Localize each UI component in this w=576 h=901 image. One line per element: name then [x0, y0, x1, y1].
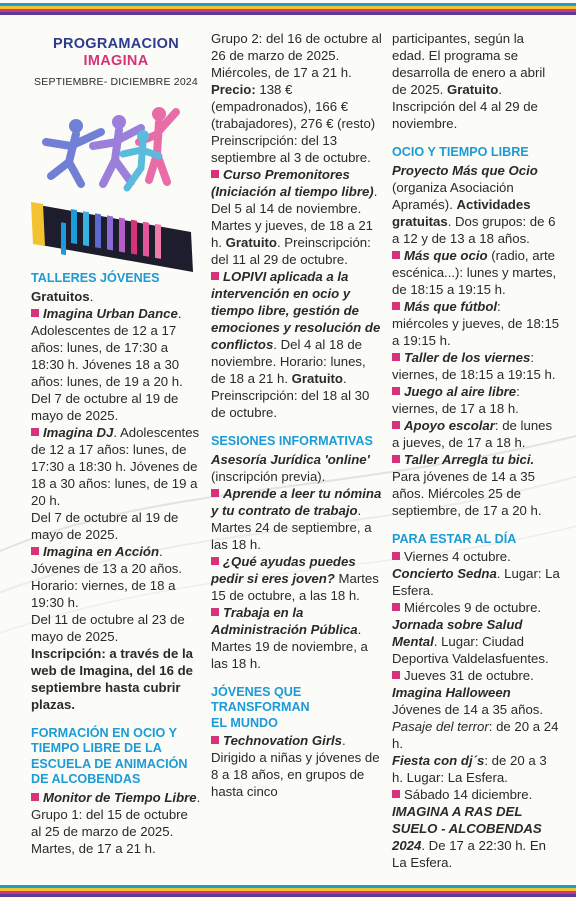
- column-2: [211, 30, 383, 800]
- bullet-icon: [392, 603, 400, 611]
- bullet-icon: [392, 251, 400, 259]
- bullet-icon: [392, 552, 400, 560]
- item-urban-dance-dates: Del 7 de octubre al 19 de mayo de 2025.: [31, 390, 179, 423]
- bullet-icon: [211, 489, 219, 497]
- item-nomina: Aprende a leer tu nómina y tu contrato de trabajo. Martes 24 de septiembre, a las 18 h.: [211, 485, 382, 552]
- column-1: [31, 30, 201, 857]
- bullet-icon: [31, 793, 39, 801]
- program-title-accent: IMAGINA: [83, 53, 149, 69]
- section-heading-talleres: TALLERES JÓVENES: [31, 271, 160, 285]
- item-apoyo-escolar: Apoyo escolar: de lunes a jueves, de 17 a 18 h.: [392, 417, 553, 450]
- event-sedna: Viernes 4 octubre. Concierto Sedna. Lugar: La Esfera.: [392, 549, 560, 598]
- item-aire-libre: Juego al aire libre: viernes, de 17 a 18 h.: [392, 383, 520, 416]
- bullet-icon: [392, 387, 400, 395]
- bullet-icon: [31, 428, 39, 436]
- program-subtitle: SEPTIEMBRE- DICIEMBRE 2024: [34, 76, 198, 88]
- event-ras-del-suelo: Sábado 14 diciembre. IMAGINA A RAS DEL SUELO - ALCOBENDAS 2024. De 17 a 22:30 h. En La Esfera.: [392, 787, 546, 870]
- bullet-icon: [211, 736, 219, 744]
- bullet-icon: [392, 790, 400, 798]
- item-mas-que-ocio: Más que ocio (radio, arte escénica...): lunes y martes, de 18:15 a 19:15 h.: [392, 247, 557, 297]
- bullet-icon: [392, 671, 400, 679]
- item-accion: Imagina en Acción. Jóvenes de 13 a 20 años. Horario: viernes, de 18 a 19:30 h.: [31, 543, 183, 610]
- item-urban-dance: Imagina Urban Dance. Adolescentes de 12 a 17 años: lunes, de 17:30 a 18:30 h. Jóvenes 18 a 30 años: lunes, de 19 a 20 h.: [31, 305, 183, 389]
- item-administracion: Trabaja en la Administración Pública. Martes 19 de noviembre, a las 18 h.: [211, 604, 368, 671]
- item-accion-dates: Del 11 de octubre al 23 de mayo de 2025.: [31, 611, 185, 644]
- section-heading-ocio: OCIO Y TIEMPO LIBRE: [392, 145, 529, 159]
- section-heading-jovenes: JÓVENES QUE TRANSFORMAN EL MUNDO: [211, 684, 310, 730]
- header-hero: [31, 36, 201, 271]
- item-proyecto: Proyecto Más que Ocio (organiza Asociación Apramés). Actividades gratuitas. Dos grupos: de 6 a 12 y de 13 a 18 años.: [392, 162, 556, 246]
- dancers-illustration: [31, 84, 201, 274]
- bullet-icon: [392, 302, 400, 310]
- section-heading-al-dia: PARA ESTAR AL DÍA: [392, 531, 517, 546]
- item-arregla-bici: Taller Arregla tu bici. Para jóvenes de 14 a 35 años. Miércoles 25 de septiembre, de 17 a 20 h.: [392, 451, 542, 518]
- item-technovation: Technovation Girls. Dirigido a niñas y jóvenes de 8 a 18 años, en grupos de hasta cinco: [211, 733, 380, 799]
- bullet-icon: [211, 608, 219, 616]
- bullet-icon: [392, 353, 400, 361]
- gratuitos-label: Gratuitos.: [31, 288, 94, 304]
- item-taller-viernes: Taller de los viernes: viernes, de 18:15 a 19:15 h.: [392, 349, 556, 382]
- item-premonitores: Curso Premonitores (Iniciación al tiempo libre). Del 5 al 14 de noviembre. Martes y jueves, de 18 a 21 h. Gratuito. Preinscripción: del 11 al 29 de octubre.: [211, 167, 378, 267]
- item-ayudas: ¿Qué ayudas puedes pedir si eres joven? Martes 15 de octubre, a las 18 h.: [211, 553, 379, 603]
- item-mas-que-futbol: Más que fútbol: miércoles y jueves, de 18:15 a 19:15 h.: [392, 298, 560, 348]
- item-monitor: Monitor de Tiempo Libre. Grupo 1: del 15 de octubre al 25 de marzo de 2025. Martes, de 17 a 21 h.: [31, 789, 201, 856]
- section-heading-formacion: FORMACIÓN EN OCIO Y TIEMPO LIBRE DE LA ESCUELA DE ANIMACIÓN DE ALCOBENDAS: [31, 725, 188, 786]
- program-title-main: PROGRAMACION: [52, 36, 180, 52]
- precio-text: Precio: 138 € (empadronados), 166 € (trabajadores), 276 € (resto) Preinscripción: del 13 septiembre al 3 de octubre.: [211, 82, 376, 165]
- section-heading-sesiones: SESIONES INFORMATIVAS: [211, 434, 373, 448]
- program-title: [31, 36, 201, 70]
- technovation-continued: participantes, según la edad. El programa se desarrolla de enero a abril de 2025. Gratuito. Inscripción del 4 al 29 de noviembre.: [392, 31, 546, 131]
- column-3: [392, 30, 560, 871]
- bullet-icon: [31, 547, 39, 555]
- event-halloween: Jueves 31 de octubre. Imagina Halloween Jóvenes de 14 a 35 años. Pasaje del terror: de 20 a 24 h. Fiesta con dj´s: de 20 a 3 h. Lugar: La Esfera.: [392, 668, 559, 785]
- bullet-icon: [31, 309, 39, 317]
- item-asesoria: Asesoría Jurídica 'online' (inscripción previa).: [211, 451, 370, 484]
- bullet-icon: [392, 455, 400, 463]
- item-lopivi: LOPIVI aplicada a la intervención en ocio y tiempo libre, gestión de emociones y resolución de conflictos. Del 4 al 18 de noviembre. Horario: lunes, de 18 a 21 h. Gratuito. Preinscripción: del 18 al 30 de octubre.: [211, 269, 381, 420]
- grupo2-text: Grupo 2: del 16 de octubre al 26 de marzo de 2025. Miércoles, de 17 a 21 h.: [211, 31, 382, 80]
- item-dj: Imagina DJ. Adolescentes de 12 a 17 años: lunes, de 17:30 a 18:30 h. Jóvenes de 18 a 30 años: lunes, de 19 a 20 h.: [31, 424, 200, 508]
- event-salud-mental: Miércoles 9 de octubre. Jornada sobre Salud Mental. Lugar: Ciudad Deportiva Valdelasfuentes.: [392, 600, 549, 666]
- bottom-stripes: [0, 879, 576, 901]
- bullet-icon: [392, 421, 400, 429]
- bullet-icon: [211, 170, 219, 178]
- inscripcion-text: Inscripción: a través de la web de Imagina, del 16 de septiembre hasta cubrir plazas.: [31, 645, 193, 712]
- item-dj-dates: Del 7 de octubre al 19 de mayo de 2025.: [31, 509, 179, 542]
- bullet-icon: [211, 557, 219, 565]
- bullet-icon: [211, 272, 219, 280]
- top-stripes: [0, 0, 576, 22]
